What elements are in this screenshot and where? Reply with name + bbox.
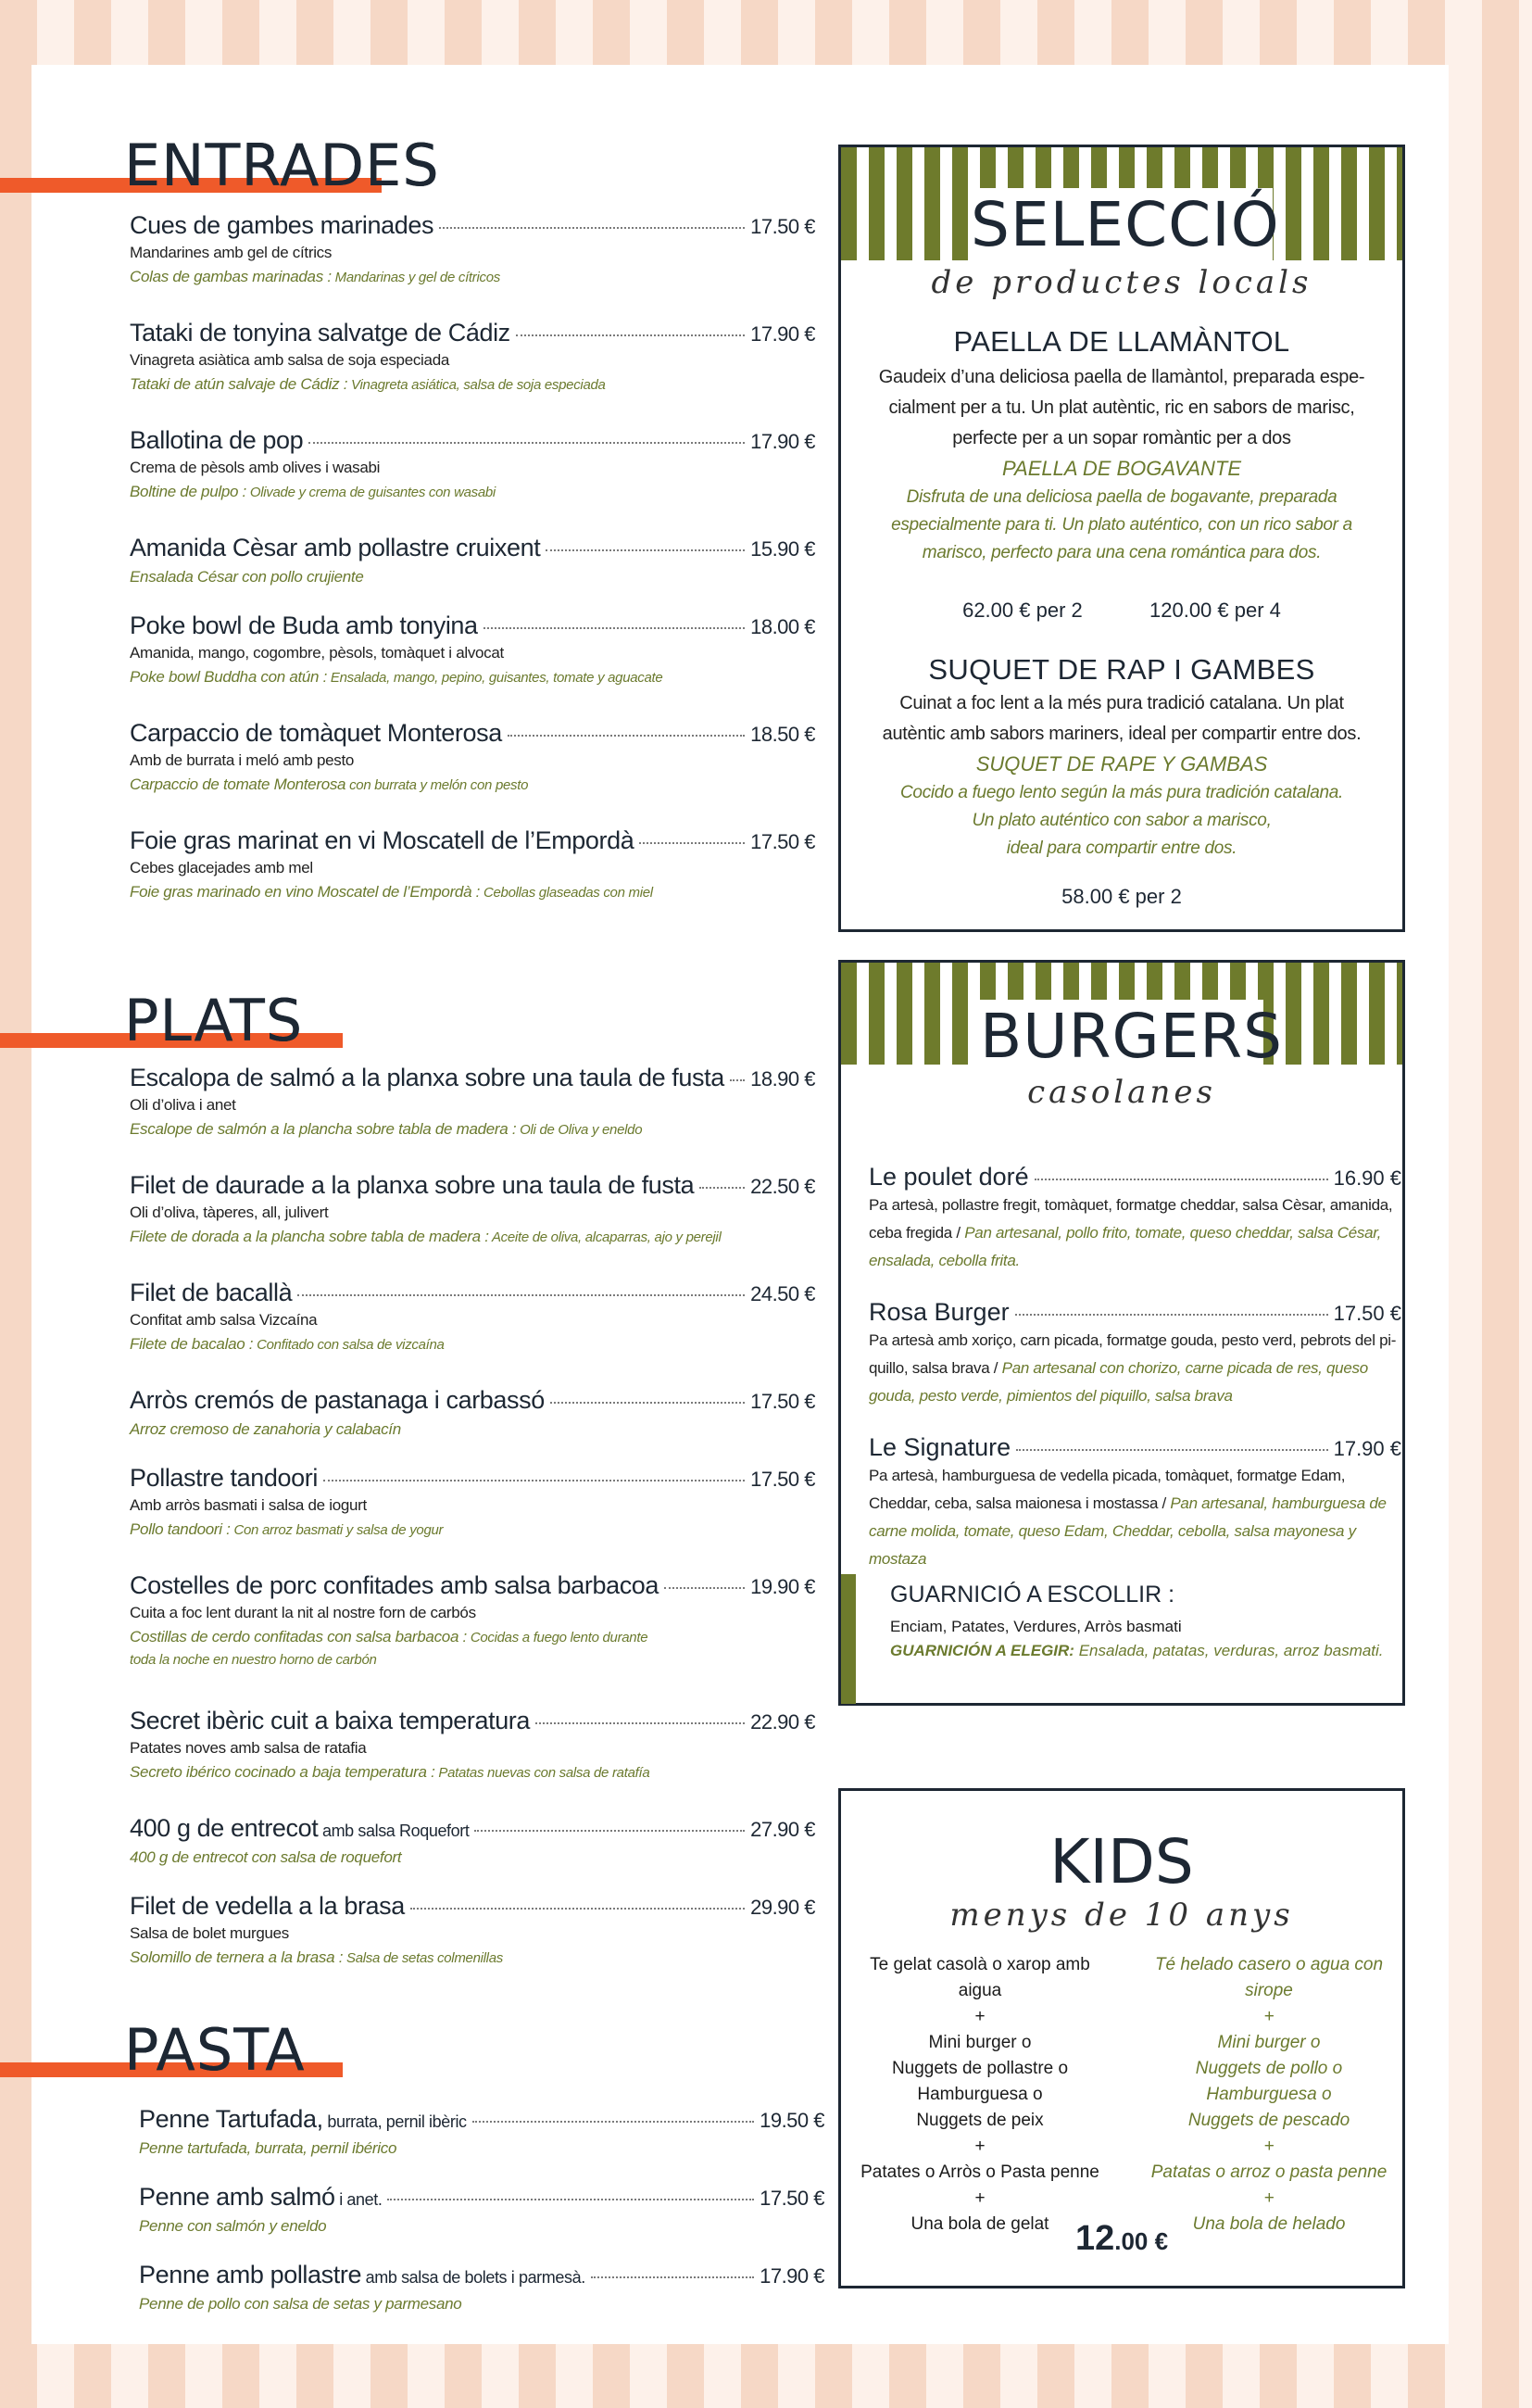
- item-name: Tataki de tonyina salvatge de Cádiz: [130, 319, 510, 347]
- kids-option: Patates o Arròs o Pasta penne: [860, 2162, 1099, 2182]
- item-desc-es: Ensalada César con pollo crujiente: [130, 568, 364, 586]
- leader-dots: [516, 334, 745, 336]
- suquet-desc: Cuinat a foc lent a la més pura tradició catalana. Un plat autèntic amb sabors mariners, ideal per compartir entre dos.: [882, 693, 1362, 744]
- plats-item: [130, 1279, 815, 1354]
- item-name: Penne amb pollastre amb salsa de bolets i parmesà.: [139, 2261, 585, 2288]
- item-desc: Crema de pèsols amb olives i wasabi: [130, 459, 381, 476]
- pasta-item: [139, 2105, 824, 2158]
- leader-dots: [387, 2199, 754, 2200]
- item-desc-es: Secreto ibérico cocinado a baja temperatura : Patatas nuevas con salsa de ratafía: [130, 1763, 650, 1781]
- item-price: 29.90 €: [750, 1896, 815, 1919]
- entrades-item: [130, 534, 815, 586]
- leader-dots: [730, 1079, 745, 1081]
- leader-dots: [410, 1908, 745, 1910]
- item-desc-es: Penne de pollo con salsa de setas y parmesano: [139, 2295, 462, 2313]
- item-desc-es: Filete de bacalao : Confitado con salsa de vizcaína: [130, 1335, 445, 1353]
- kids-title: KIDS: [1049, 1826, 1194, 1897]
- item-desc-es: Boltine de pulpo : Olivade y crema de guisantes con wasabi: [130, 483, 496, 500]
- burger-name: Le poulet doré: [869, 1163, 1029, 1191]
- pasta-item: [139, 2261, 824, 2313]
- item-price: 17.90 €: [750, 322, 815, 346]
- garnish-es: GUARNICIÓN A ELEGIR: Ensalada, patatas, verduras, arroz basmati.: [890, 1642, 1384, 1659]
- item-desc: Confitat amb salsa Vizcaína: [130, 1311, 318, 1329]
- suquet-block: [841, 653, 1402, 909]
- item-name: Costelles de porc confitades amb salsa barbacoa: [130, 1571, 659, 1599]
- leader-dots: [308, 442, 745, 444]
- paella-es-title: PAELLA DE BOGAVANTE: [1002, 457, 1241, 480]
- suquet-es-title: SUQUET DE RAPE Y GAMBAS: [975, 752, 1268, 775]
- kids-option: Mini burger o: [928, 2033, 1032, 2052]
- plus-separator: +: [974, 2188, 986, 2208]
- item-desc-es: Arroz cremoso de zanahoria y calabacín: [130, 1420, 401, 1438]
- plats-item: [130, 1814, 815, 1867]
- entrades-item: [130, 211, 815, 286]
- item-price: 17.50 €: [750, 215, 815, 238]
- burger-item: [869, 1433, 1401, 1573]
- item-desc: Oli d’oliva, tàperes, all, julivert: [130, 1204, 329, 1221]
- leader-dots: [1035, 1179, 1328, 1180]
- section-entrades-title: ENTRADES: [31, 133, 421, 198]
- item-name: Amanida Cèsar amb pollastre cruixent: [130, 534, 541, 561]
- item-desc-es: Escalope de salmón a la plancha sobre tabla de madera : Oli de Oliva y eneldo: [130, 1120, 643, 1138]
- kids-option: Una bola de gelat: [910, 2214, 1049, 2234]
- kids-option: Nuggets de peix: [916, 2111, 1044, 2130]
- paella-desc: Gaudeix d’una deliciosa paella de llamàntol, preparada espe- cialment per a tu. Un plat autèntic, ric en sabors de marisc, perfecte per a un sopar romàntic per a dos: [878, 367, 1365, 448]
- item-name: Filet de daurade a la planxa sobre una taula de fusta: [130, 1171, 695, 1199]
- item-price: 19.90 €: [750, 1575, 815, 1598]
- item-desc-es: 400 g de entrecot con salsa de roquefort: [130, 1848, 402, 1866]
- leader-dots: [546, 549, 745, 551]
- leader-dots: [699, 1187, 745, 1189]
- section-plats-title: PLATS: [31, 989, 421, 1053]
- item-price: 17.50 €: [750, 830, 815, 853]
- item-price: 17.50 €: [750, 1468, 815, 1491]
- item-name: Escalopa de salmó a la planxa sobre una taula de fusta: [130, 1064, 724, 1091]
- item-name: Penne Tartufada, burrata, pernil ibèric: [139, 2105, 467, 2133]
- burger-name: Le Signature: [869, 1433, 1011, 1461]
- item-price: 22.50 €: [750, 1175, 815, 1198]
- suquet-price: 58.00 € per 2: [1061, 885, 1182, 908]
- item-desc: Amb arròs basmati i salsa de iogurt: [130, 1496, 367, 1514]
- seleccio-box: [838, 145, 1405, 932]
- item-price: 17.50 €: [760, 2187, 824, 2210]
- item-price: 18.00 €: [750, 615, 815, 638]
- item-name: Secret ibèric cuit a baixa temperatura: [130, 1707, 531, 1734]
- garnish-title: GUARNICIÓ A ESCOLLIR :: [890, 1582, 1175, 1607]
- entrades-item: [130, 319, 815, 394]
- item-price: 27.90 €: [750, 1818, 815, 1841]
- entrades-item: [130, 611, 815, 687]
- entrades-item: [130, 426, 815, 501]
- item-desc-es: Penne con salmón y eneldo: [139, 2217, 327, 2235]
- leader-dots: [1016, 1449, 1327, 1451]
- kids-es-list: [1139, 1952, 1399, 2238]
- section-pasta-title: PASTA: [31, 2018, 421, 2083]
- item-desc-es: Tataki de atún salvaje de Cádiz : Vinagreta asiática, salsa de soja especiada: [130, 375, 606, 393]
- burger-desc: Pa artesà, hamburguesa de vedella picada, tomàquet, formatge Edam, Cheddar, ceba, salsa maionesa i mostassa / Pan artesanal, hamburguesa de carne molida, tomate, queso Edam, Cheddar, cebolla, salsa mayonesa y mostaza: [869, 1467, 1387, 1568]
- item-price: 17.90 €: [760, 2264, 824, 2288]
- item-desc: Oli d’oliva i anet: [130, 1096, 236, 1114]
- item-desc: Amb de burrata i meló amb pesto: [130, 751, 355, 769]
- kids-option: Nuggets de pollo o: [1195, 2059, 1343, 2078]
- plus-separator: +: [974, 2137, 986, 2156]
- item-name: Foie gras marinat en vi Moscatell de l’Empordà: [130, 826, 634, 854]
- item-price: 15.90 €: [750, 537, 815, 561]
- plats-item: [130, 1464, 815, 1539]
- burger-price: 17.90 €: [1333, 1437, 1401, 1460]
- kids-option: Te gelat casolà o xarop amb aigua: [870, 1955, 1090, 2000]
- plats-item: [130, 1386, 815, 1439]
- leader-dots: [323, 1480, 745, 1481]
- paella-block: [841, 325, 1402, 623]
- item-desc: Amanida, mango, cogombre, pèsols, tomàquet i alvocat: [130, 644, 504, 662]
- item-name: Arròs cremós de pastanaga i carbassó: [130, 1386, 545, 1414]
- item-desc-es: Penne tartufada, burrata, pernil ibérico: [139, 2139, 397, 2157]
- item-price: 19.50 €: [760, 2109, 824, 2132]
- entrades-item: [130, 719, 815, 794]
- leader-dots: [439, 227, 745, 229]
- pasta-item: [139, 2183, 824, 2236]
- burger-item: [869, 1298, 1401, 1410]
- item-name: Carpaccio de tomàquet Monterosa: [130, 719, 502, 747]
- item-name: 400 g de entrecot amb salsa Roquefort: [130, 1814, 470, 1842]
- item-name: Ballotina de pop: [130, 426, 304, 454]
- item-price: 18.50 €: [750, 723, 815, 746]
- garnish-block: [890, 1582, 1384, 1660]
- kids-box: [838, 1788, 1405, 2288]
- item-desc: Cebes glacejades amb mel: [130, 859, 313, 876]
- item-name-detail: burrata, pernil ibèric: [322, 2112, 467, 2131]
- seleccio-subtitle: de productes locals: [931, 264, 1312, 301]
- leader-dots: [472, 2121, 754, 2123]
- plus-separator: +: [974, 2007, 986, 2026]
- kids-option: Nuggets de pescado: [1187, 2111, 1350, 2130]
- burgers-title: BURGERS: [980, 1001, 1284, 1072]
- item-name: Cues de gambes marinades: [130, 211, 434, 239]
- leader-dots: [483, 627, 745, 629]
- menu-page: [31, 65, 1449, 2344]
- item-desc-es: Colas de gambas marinadas : Mandarinas y gel de cítricos: [130, 268, 500, 285]
- plats-item: [130, 1171, 815, 1246]
- plus-separator: +: [1263, 2007, 1275, 2026]
- kids-option: Hamburguesa o: [1206, 2085, 1332, 2104]
- item-name: Filet de bacallà: [130, 1279, 293, 1306]
- suquet-title: SUQUET DE RAP I GAMBES: [928, 653, 1315, 686]
- item-desc-es: Filete de dorada a la plancha sobre tabla de madera : Aceite de oliva, alcaparras, ajo y perejil: [130, 1228, 722, 1245]
- item-price: 17.50 €: [750, 1390, 815, 1413]
- item-name: Penne amb salmó i anet.: [139, 2183, 383, 2211]
- kids-option: Té helado casero o agua con sirope: [1154, 1955, 1384, 2000]
- kids-ca-list: [850, 1952, 1110, 2238]
- item-name-detail: i anet.: [334, 2190, 383, 2209]
- leader-dots: [664, 1587, 745, 1589]
- leader-dots: [535, 1722, 745, 1724]
- leader-dots: [297, 1294, 745, 1296]
- leader-dots: [474, 1830, 745, 1832]
- kids-price: 12.00 €: [1074, 2219, 1169, 2258]
- paella-prices: 62.00 € per 2 120.00 € per 4: [962, 599, 1281, 622]
- leader-dots: [508, 735, 745, 737]
- paella-es-desc: Disfruta de una deliciosa paella de bogavante, preparada especialmente para ti. Un plato auténtico, con un rico sabor a marisco, perfecto para una cena romántica para dos.: [891, 487, 1352, 562]
- plus-separator: +: [1263, 2188, 1275, 2208]
- item-name: Filet de vedella a la brasa: [130, 1892, 405, 1920]
- kids-option: Hamburguesa o: [917, 2085, 1043, 2104]
- leader-dots: [550, 1402, 745, 1404]
- item-desc: Mandarines amb gel de cítrics: [130, 244, 333, 261]
- item-name: Poke bowl de Buda amb tonyina: [130, 611, 478, 639]
- kids-option: Patatas o arroz o pasta penne: [1150, 2162, 1388, 2182]
- burger-desc: Pa artesà amb xoriço, carn picada, formatge gouda, pesto verd, pebrots del pi-quillo, salsa brava / Pan artesanal con chorizo, carne picada de res, queso gouda, pesto verde, pimientos del piquillo, salsa brava: [869, 1331, 1397, 1405]
- paella-title: PAELLA DE LLAMÀNTOL: [953, 325, 1290, 358]
- kids-subtitle: menys de 10 anys: [949, 1897, 1294, 1934]
- plats-item: [130, 1892, 815, 1967]
- item-price: 24.50 €: [750, 1282, 815, 1305]
- burgers-box: [838, 960, 1405, 1706]
- burger-price: 17.50 €: [1333, 1302, 1401, 1325]
- item-desc-es: Solomillo de ternera a la brasa : Salsa de setas colmenillas: [130, 1948, 503, 1966]
- item-name: Pollastre tandoori: [130, 1464, 318, 1492]
- entrades-item: [130, 826, 815, 901]
- kids-option: Una bola de helado: [1192, 2214, 1346, 2234]
- plats-item: [130, 1064, 815, 1139]
- garnish-ca: Enciam, Patates, Verdures, Arròs basmati: [890, 1618, 1182, 1635]
- item-desc: Vinagreta asiàtica amb salsa de soja especiada: [130, 351, 450, 369]
- burger-name: Rosa Burger: [869, 1298, 1010, 1326]
- kids-option: Nuggets de pollastre o: [891, 2059, 1069, 2078]
- plus-separator: +: [1263, 2137, 1275, 2156]
- item-name-detail: amb salsa de bolets i parmesà.: [361, 2268, 585, 2287]
- item-desc-es: Costillas de cerdo confitadas con salsa barbacoa : Cocidas a fuego lento durante: [130, 1628, 648, 1645]
- item-price: 17.90 €: [750, 430, 815, 453]
- plats-item: [130, 1707, 815, 1782]
- item-desc-es-extra: toda la noche en nuestro horno de carbón: [130, 1652, 377, 1668]
- item-price: 22.90 €: [750, 1710, 815, 1734]
- item-desc: Salsa de bolet murgues: [130, 1924, 290, 1942]
- leader-dots: [1015, 1314, 1328, 1316]
- item-price: 18.90 €: [750, 1067, 815, 1091]
- item-name-detail: amb salsa Roquefort: [318, 1822, 470, 1840]
- seleccio-title: SELECCIÓ: [971, 189, 1280, 260]
- item-desc-es: Pollo tandoori : Con arroz basmati y salsa de yogur: [130, 1520, 444, 1538]
- suquet-es-desc: Cocido a fuego lento según la más pura tradición catalana. Un plato auténtico con sabor a marisco, ideal para compartir entre dos.: [900, 783, 1343, 858]
- item-desc-es: Poke bowl Buddha con atún : Ensalada, mango, pepino, guisantes, tomate y aguacate: [130, 668, 663, 686]
- item-desc: Patates noves amb salsa de ratafia: [130, 1739, 367, 1757]
- burger-desc: Pa artesà, pollastre fregit, tomàquet, formatge cheddar, salsa Cèsar, amanida, ceba fregida / Pan artesanal, pollo frito, tomate, queso cheddar, salsa César, ensalada, cebolla frita.: [869, 1196, 1393, 1269]
- leader-dots: [591, 2276, 754, 2278]
- item-desc-es: Foie gras marinado en vino Moscatel de l’Empordà : Cebollas glaseadas con miel: [130, 883, 653, 901]
- kids-option: Mini burger o: [1217, 2033, 1321, 2052]
- burgers-subtitle: casolanes: [1027, 1074, 1216, 1111]
- item-desc: Cuita a foc lent durant la nit al nostre forn de carbós: [130, 1604, 476, 1621]
- burger-item: [869, 1163, 1401, 1275]
- burger-price: 16.90 €: [1333, 1166, 1401, 1190]
- leader-dots: [639, 842, 745, 844]
- plats-item: [130, 1571, 815, 1668]
- item-desc-es: Carpaccio de tomate Monterosa con burrata y melón con pesto: [130, 775, 529, 793]
